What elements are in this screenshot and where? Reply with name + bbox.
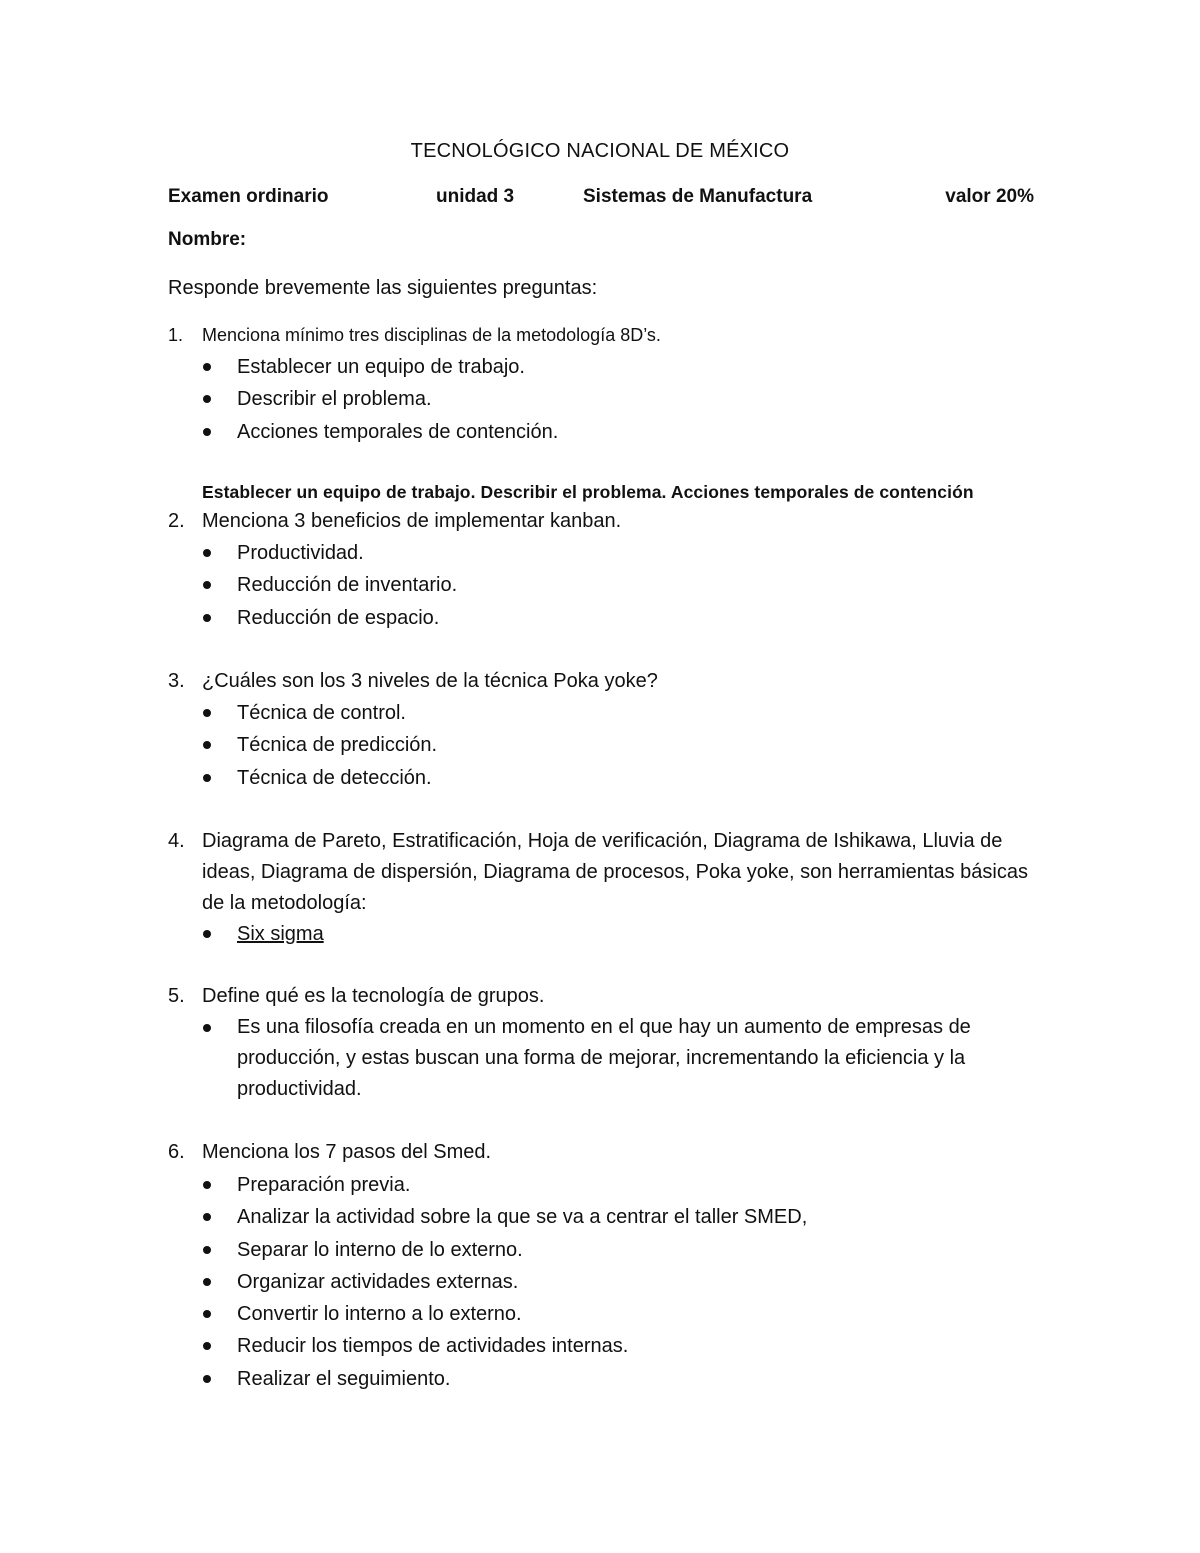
exam-subject: Sistemas de Manufactura	[583, 186, 813, 207]
question-3	[168, 666, 1038, 697]
name-label: Nombre:	[168, 229, 247, 250]
question-text: Menciona mínimo tres disciplinas de la metodología 8D’s.	[202, 325, 661, 345]
question-text: ¿Cuáles son los 3 niveles de la técnica Poka yoke?	[202, 670, 658, 692]
list-item: Es una filosofía creada en un momento en el que hay un aumento de empresas de producción, y estas buscan una forma de mejorar, incrementando la eficiencia y la productividad.	[168, 1012, 1038, 1105]
answer-summary-1: Establecer un equipo de trabajo. Describir el problema. Acciones temporales de contención	[202, 482, 974, 502]
question-number: 2.	[168, 510, 185, 532]
question-text: Define qué es la tecnología de grupos.	[202, 985, 545, 1007]
list-item: Técnica de control.	[168, 697, 1038, 729]
answer-list-6	[168, 1169, 1038, 1395]
question-4	[168, 826, 1038, 919]
question-2	[168, 506, 1038, 537]
question-5	[168, 981, 1038, 1012]
question-number: 3.	[168, 670, 185, 692]
list-item: Reducción de inventario.	[168, 569, 1038, 601]
list-item: Six sigma	[168, 918, 1038, 950]
answer-list-2	[168, 537, 1038, 634]
list-item: Técnica de predicción.	[168, 729, 1038, 761]
list-item: Describir el problema.	[168, 383, 1038, 415]
question-number: 6.	[168, 1141, 185, 1163]
exam-type: Examen ordinario	[168, 186, 329, 207]
list-item: Acciones temporales de contención.	[168, 416, 1038, 448]
question-text: Diagrama de Pareto, Estratificación, Hoja de verificación, Diagrama de Ishikawa, Lluvia de ideas, Diagrama de dispersión, Diagrama de procesos, Poka yoke, son herramientas básicas de la metodología:	[202, 830, 1028, 914]
exam-value: valor 20%	[945, 186, 1034, 207]
answer-list-3	[168, 697, 1038, 794]
question-text: Menciona los 7 pasos del Smed.	[202, 1141, 492, 1163]
exam-info-row	[168, 186, 1034, 216]
question-6	[168, 1137, 1038, 1168]
list-item: Establecer un equipo de trabajo.	[168, 351, 1038, 383]
answer-list-4	[168, 918, 1038, 950]
exam-unit: unidad 3	[436, 186, 515, 207]
list-item: Productividad.	[168, 537, 1038, 569]
list-item: Realizar el seguimiento.	[168, 1363, 1038, 1395]
list-item: Reducción de espacio.	[168, 602, 1038, 634]
question-number: 5.	[168, 985, 185, 1007]
list-item: Organizar actividades externas.	[168, 1266, 1038, 1298]
list-item: Analizar la actividad sobre la que se va a centrar el taller SMED,	[168, 1201, 1038, 1233]
list-item: Reducir los tiempos de actividades internas.	[168, 1330, 1038, 1362]
answer-list-5	[168, 1012, 1038, 1105]
list-item: Convertir lo interno a lo externo.	[168, 1298, 1038, 1330]
question-text: Menciona 3 beneficios de implementar kanban.	[202, 510, 622, 532]
list-item: Separar lo interno de lo externo.	[168, 1234, 1038, 1266]
list-item: Técnica de detección.	[168, 762, 1038, 794]
page-title: TECNOLÓGICO NACIONAL DE MÉXICO	[410, 140, 790, 162]
instructions: Responde brevemente las siguientes preguntas:	[168, 277, 598, 299]
list-item: Preparación previa.	[168, 1169, 1038, 1201]
question-number: 1.	[168, 325, 184, 345]
answer-list-1	[168, 351, 1038, 448]
question-number: 4.	[168, 830, 185, 852]
question-1	[168, 320, 1038, 351]
